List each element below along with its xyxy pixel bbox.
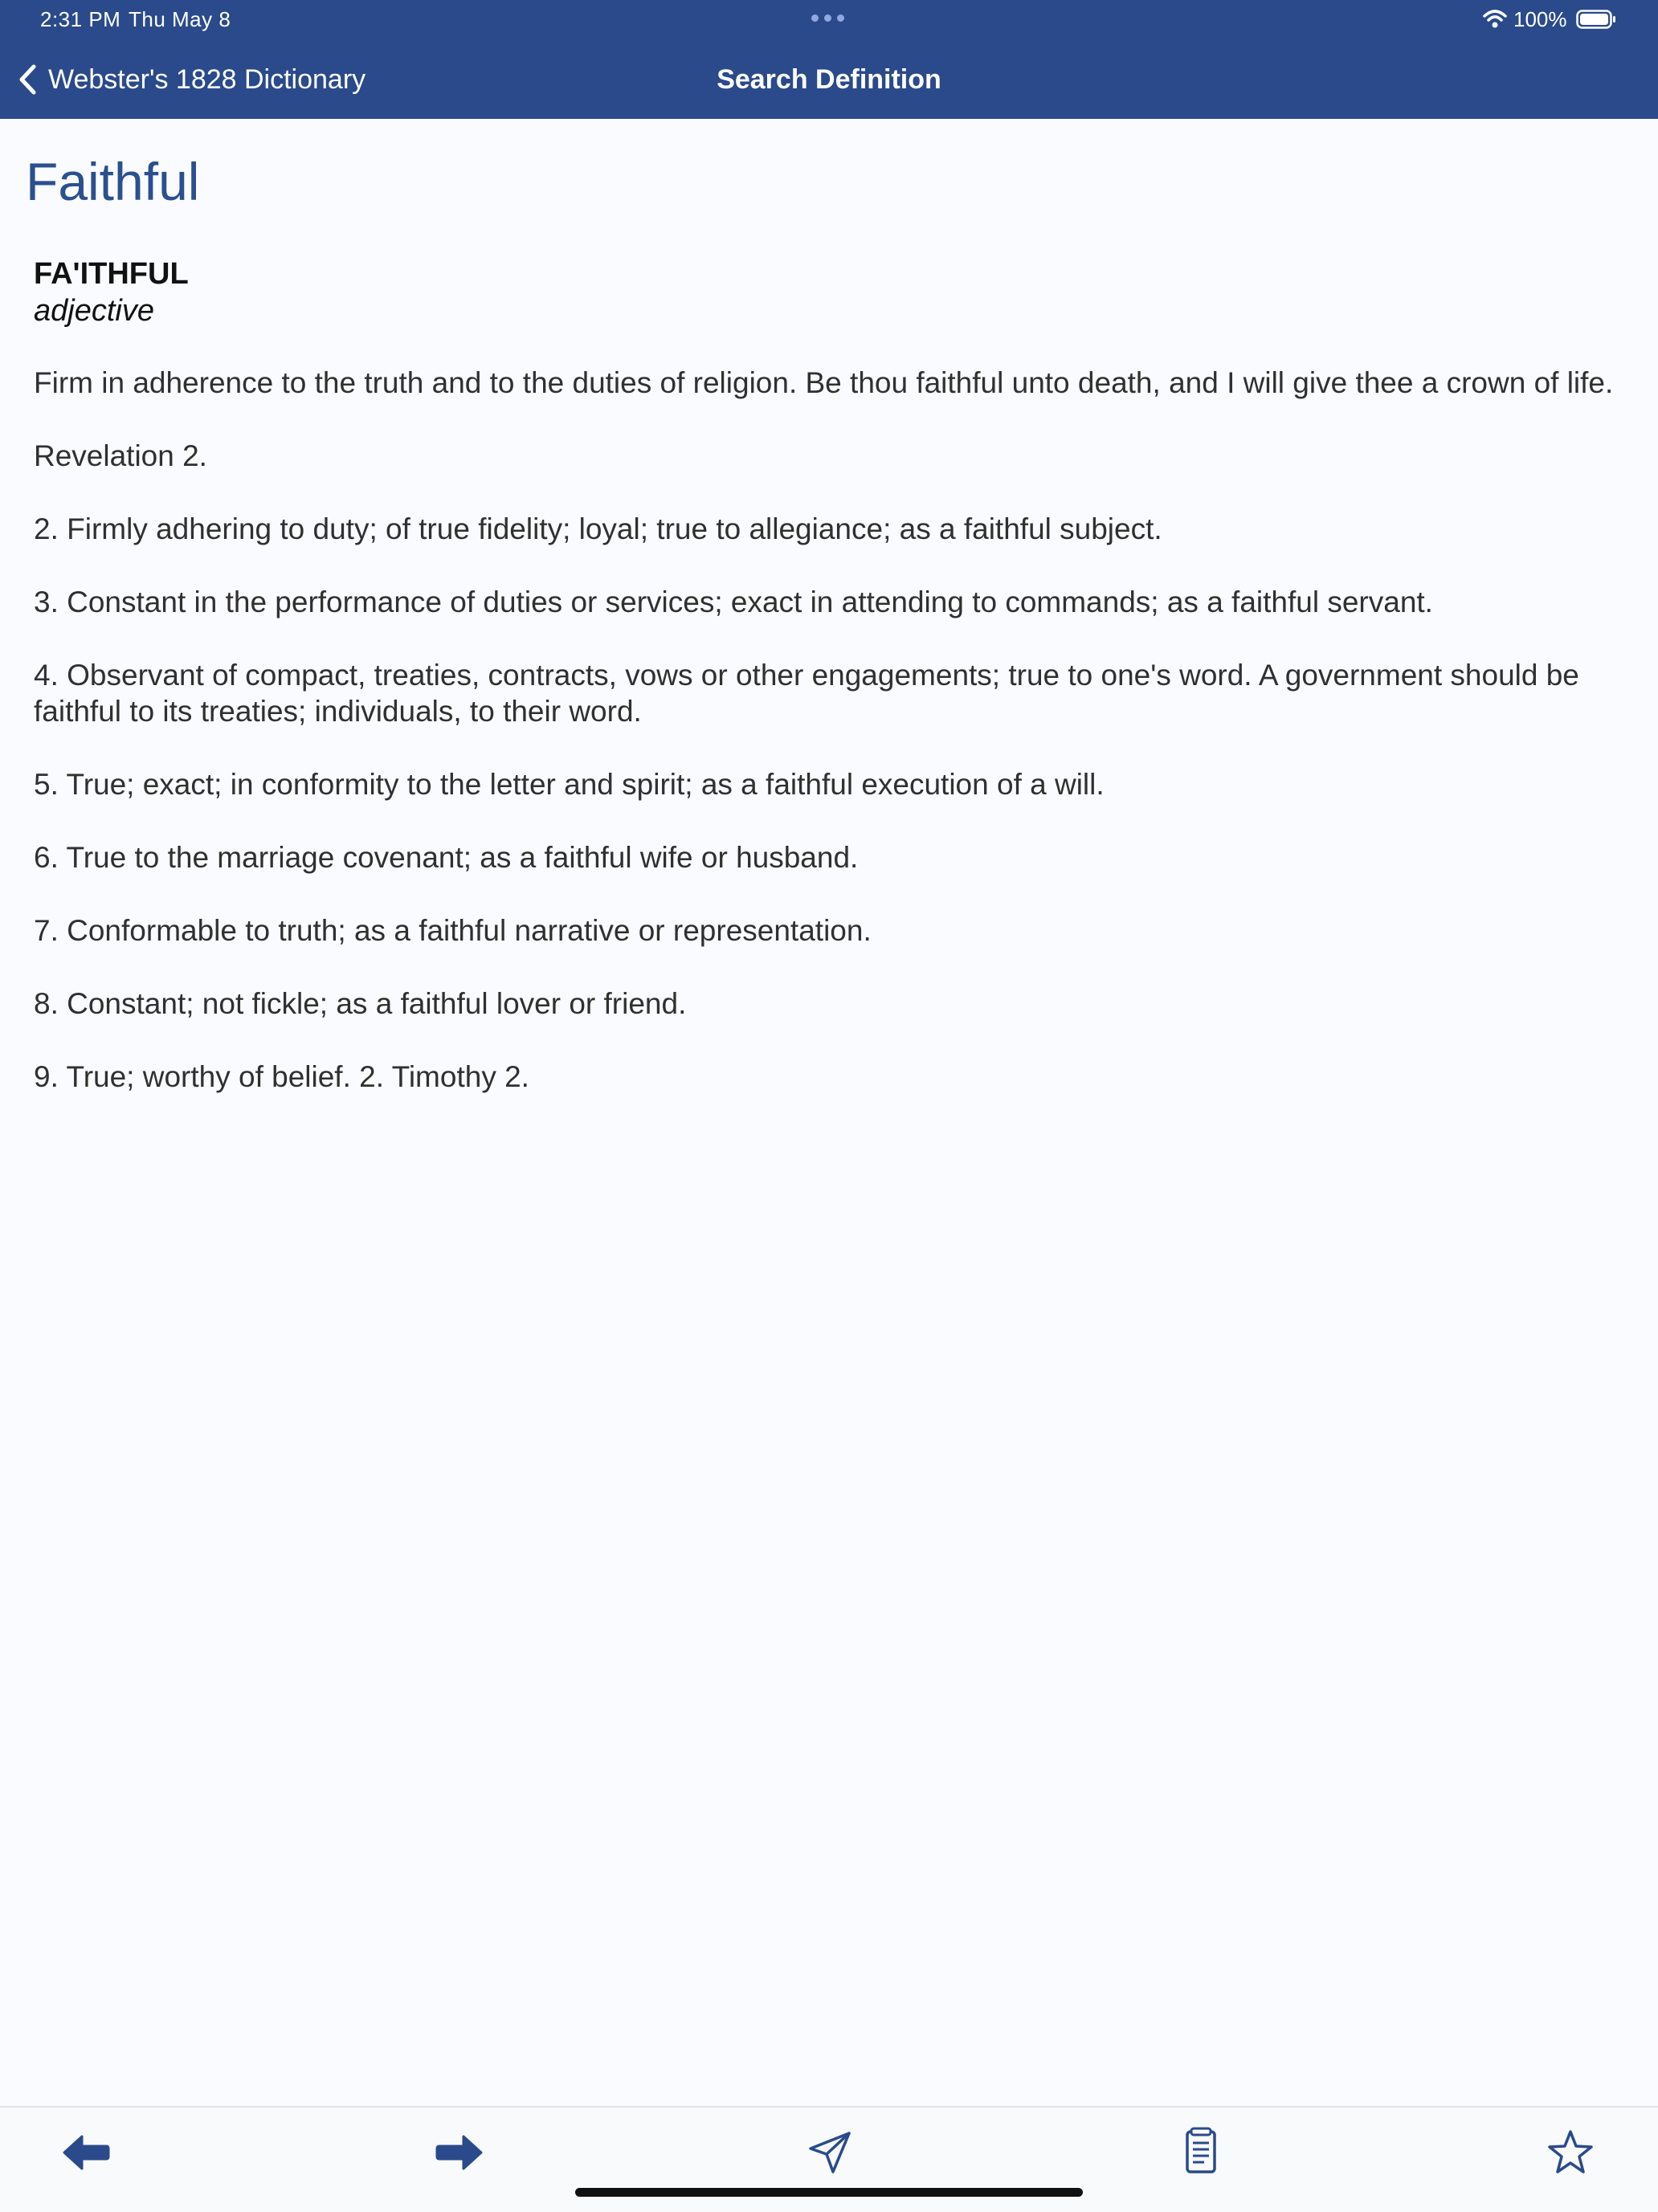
definition-paragraph: Revelation 2.: [34, 439, 207, 472]
back-button[interactable]: [16, 58, 365, 101]
status-time: 2:31 PM: [40, 7, 121, 31]
arrow-right-icon: [431, 2127, 488, 2178]
definition-paragraph: 9. True; worthy of belief. 2. Timothy 2.: [34, 1060, 529, 1093]
battery-icon: [1576, 10, 1616, 29]
nav-title: Search Definition: [717, 64, 941, 95]
send-icon: [801, 2127, 857, 2178]
notes-button[interactable]: [1172, 2127, 1228, 2178]
battery-percentage: 100%: [1513, 7, 1567, 31]
next-word-button[interactable]: [431, 2127, 488, 2178]
definition-paragraph: 3. Constant in the performance of duties or services; exact in attending to commands; as a faithful servant.: [34, 586, 1433, 618]
home-indicator[interactable]: [575, 2188, 1083, 2197]
word-title: Faithful: [26, 152, 200, 211]
wifi-icon: [1483, 8, 1507, 29]
notes-icon: [1172, 2127, 1228, 2178]
favorite-button[interactable]: [1542, 2127, 1599, 2178]
back-button-label: Webster's 1828 Dictionary: [48, 63, 366, 95]
definition-paragraph: Firm in adherence to the truth and to the duties of religion. Be thou faithful unto death, and I will give thee a crown of life.: [34, 366, 1614, 399]
status-date: Thu May 8: [129, 7, 231, 31]
definition-paragraph: 8. Constant; not fickle; as a faithful lover or friend.: [34, 987, 687, 1020]
definition-paragraph: 2. Firmly adhering to duty; of true fidelity; loyal; true to allegiance; as a faithful subject.: [34, 512, 1162, 545]
definition-paragraph: 7. Conformable to truth; as a faithful narrative or representation.: [34, 914, 872, 947]
share-button[interactable]: [801, 2127, 857, 2178]
navigation-bar: [0, 0, 1658, 119]
definition-list: [34, 365, 1616, 1132]
definition-paragraph: 6. True to the marriage covenant; as a faithful wife or husband.: [34, 841, 859, 874]
star-icon: [1542, 2127, 1599, 2178]
entry-headword: FA'ITHFUL: [34, 257, 189, 291]
arrow-left-icon: [58, 2127, 114, 2178]
multitasking-dots-icon[interactable]: [811, 14, 844, 22]
previous-word-button[interactable]: [58, 2127, 114, 2178]
part-of-speech: adjective: [34, 294, 154, 328]
definition-paragraph: 4. Observant of compact, treaties, contracts, vows or other engagements; true to one's word. A government should be faithful to its treaties; individuals, to their word.: [34, 659, 1579, 728]
chevron-left-icon: [16, 63, 40, 96]
definition-paragraph: 5. True; exact; in conformity to the letter and spirit; as a faithful execution of a will.: [34, 768, 1105, 801]
